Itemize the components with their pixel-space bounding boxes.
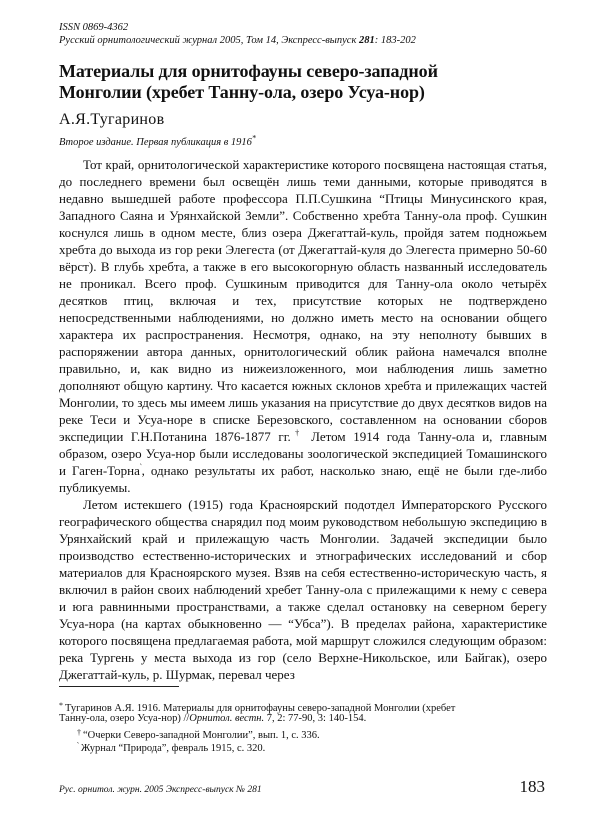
- footnote-1-journal: Орнитол. вестн.: [189, 713, 265, 724]
- article-title: [59, 61, 559, 103]
- footnote-1-line-2: [59, 712, 547, 725]
- page-number: 183: [519, 777, 545, 796]
- paragraph-2: Летом истекшего (1915) года Красноярский подотдел Императорского Русского географического общества снарядил под моим руководством небольшую экспедицию в Урянхайский край и прилежащую часть Монголии. Задачей экспедиции было производство естественно-исторических и этнографических исследований и сбор материалов для Красноярского музея. Взяв на себя естественно-историческую часть, я включил в район своих наблюдений хребет Танну-ола с прилежащими к нему с севера и юга равнинными пространствами, а также сделал остановку на северном берегу Усуа-нора (на картах обыкновенно — “Убса”). В пределах района, характеристике которого посвящена предлагаемая работа, мой маршрут сложился следующим образом: река Тургень у места выхода из гор (село Верхне-Никольское, или Байгак), озеро Джегаттай-куль, р. Шурмак, перевал через: [59, 497, 547, 682]
- footnote-divider: [59, 686, 179, 687]
- journal-name: Русский орнитологический журнал 2005, Том 14, Экспресс-выпуск: [59, 35, 357, 46]
- footnote-1-text-a: Танну-ола, озеро Усуа-нор) //: [59, 713, 190, 724]
- footnote-1-text-b: 7, 2: 77-90, 3: 140-154.: [264, 713, 367, 724]
- page-range: : 183-202: [374, 35, 416, 46]
- issn-line: ISSN 0869-4362: [59, 22, 129, 33]
- footnote-3-symbol: ‵: [77, 741, 79, 750]
- edition-note: [59, 133, 256, 149]
- edition-footnote-mark: *: [251, 133, 256, 143]
- footnote-3-text: Журнал “Природа”, февраль 1915, с. 320.: [80, 743, 266, 754]
- journal-citation-line: [59, 34, 416, 47]
- footnote-mark-dagger: †: [290, 428, 304, 438]
- paragraph-1-part-b: Летом 1914 года Танну-ола и, главным образом, озеро Усуа-нор были исследованы зоологической экспедицией Томашинского и Гаген-Торна: [59, 429, 548, 478]
- footnote-3: [59, 739, 565, 755]
- footnote-1-text: Тугаринов А.Я. 1916. Материалы для орнитофауны северо-западной Монголии (хребет: [65, 703, 456, 714]
- issue-number: 281: [359, 35, 375, 46]
- footnote-1-symbol: *: [59, 701, 63, 710]
- footnote-2-text: “Очерки Северо-западной Монголии”, вып. 1, с. 336.: [83, 730, 320, 741]
- title-line-2: Монголии (хребет Танну-ола, озеро Усуа-нор): [59, 82, 425, 102]
- paragraph-1-part-a: Тот край, орнитологической характеристике которого посвящена настоящая статья, до последнего времени был освещён лишь теми данными, которые приводятся в недавно вышедшей работе профессора П.П.Сушкина “Птицы Минусинского края, Западного Саяна и Урянхайской Земли”. Собственно хребта Танну-ола проф. Сушкин коснулся лишь в одном месте, близ озера Джегаттай-куль, пройдя затем подножьем хребта до выхода из гор реки Элегеста (от Джегаттай-куля до Элегеста примерно 50-60 вёрст). В глубь хребта, а также в его высокогорную область названный исследователь не проникал. Всего проф. Сушкиным приводится для Танну-ола около четырёх десятков птиц, включая и тех, присутствие которых не подтверждено непосредственными наблюдениями, но должно иметь место на основании общего характера их распространения. Несмотря, однако, на эту неполноту бывших в распоряжении автора данных, орнитологический облик района намечался вполне правильно, и, как видно из нижеизложенного, мои наблюдения лишь заметно дополняют общую картину. Что касается южных склонов хребта и прилежащих частей Монголии, то здесь мы имеем лишь указания на присутствие до двух десятков видов на реке Теси и Усуа-норе в списке Березовского, составленном на основании сборов экспедиции Г.Н.Потанина 1876-1877 гг.: [59, 157, 547, 444]
- paragraph-1-part-c: , однако результаты их работ, насколько знаю, ещё не были где-либо публикуемы.: [59, 463, 548, 495]
- author-name: А.Я.Тугаринов: [59, 111, 165, 128]
- edition-text: Второе издание. Первая публикация в 1916: [59, 137, 252, 148]
- footnote-mark-prime: ‵: [139, 462, 142, 472]
- paragraph-1: [59, 156, 547, 496]
- title-line-1: Материалы для орнитофауны северо-западной: [59, 61, 438, 81]
- running-footer: Рус. орнитол. журн. 2005 Экспресс-выпуск № 281: [59, 785, 262, 795]
- article-body: [59, 156, 547, 683]
- footnote-2-symbol: †: [77, 728, 81, 737]
